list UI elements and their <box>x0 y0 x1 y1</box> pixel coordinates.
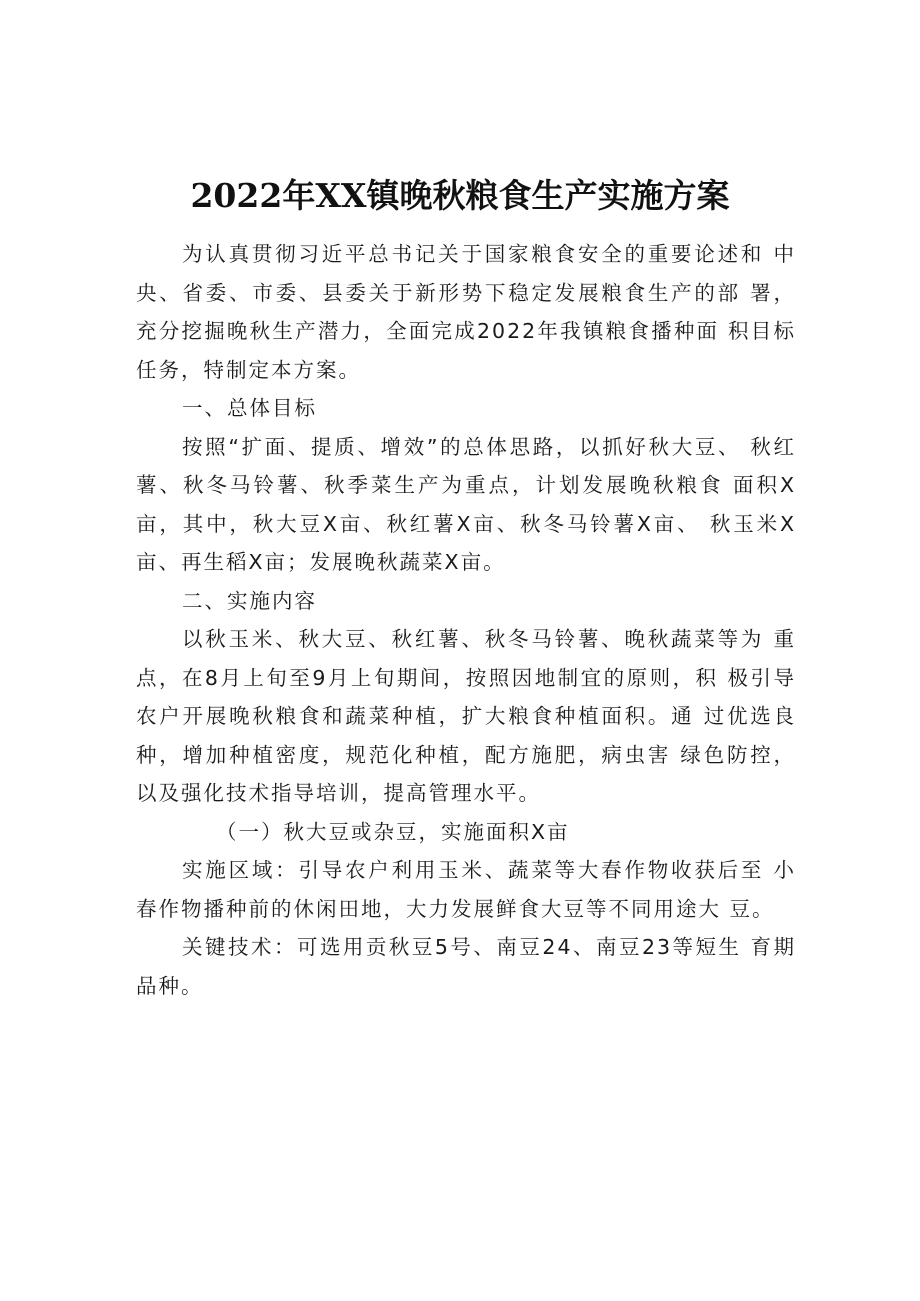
section-heading-implementation: 二、实施内容 <box>182 588 317 613</box>
document-title: 2022年XX镇晚秋粮食生产实施方案 <box>190 176 730 215</box>
overall-goal-paragraph: 按照“扩面、提质、增效”的总体思路，以抓好秋大豆、 秋红薯、秋冬马铃薯、秋季菜生产为重点，计划发展晚秋粮食 面积X亩，其中，秋大豆X亩、秋红薯X亩、秋冬马铃薯X亩、 秋玉米X亩、再生稻X亩；发展晚秋蔬菜X亩。 <box>136 434 796 574</box>
intro-paragraph: 为认真贯彻习近平总书记关于国家粮食安全的重要论述和 中央、省委、市委、县委关于新形势下稳定发展粮食生产的部 署，充分挖掘晚秋生产潜力，全面完成2022年我镇粮食播种面 积目标任务，特制定本方案。 <box>136 242 796 382</box>
section-heading-overall-goal: 一、总体目标 <box>182 396 317 420</box>
key-technology-paragraph: 关键技术：可选用贡秋豆5号、南豆24、南豆23等短生 育期品种。 <box>136 935 796 998</box>
implementation-area-paragraph: 实施区域：引导农户利用玉米、蔬菜等大春作物收获后至 小春作物播种前的休闲田地，大力发展鲜食大豆等不同用途大 豆。 <box>136 858 796 921</box>
document-body <box>136 235 796 1005</box>
implementation-paragraph: 以秋玉米、秋大豆、秋红薯、秋冬马铃薯、晚秋蔬菜等为 重点，在8月上旬至9月上旬期间，按照因地制宜的原则，积 极引导农户开展晚秋粮食和蔬菜种植，扩大粮食种植面积。通 过优选良种，增加种植密度，规范化种植，配方施肥，病虫害 绿色防控，以及强化技术指导培训，提高管理水平。 <box>136 627 796 805</box>
subsection-heading-soybean: （一）秋大豆或杂豆，实施面积X亩 <box>216 819 570 844</box>
